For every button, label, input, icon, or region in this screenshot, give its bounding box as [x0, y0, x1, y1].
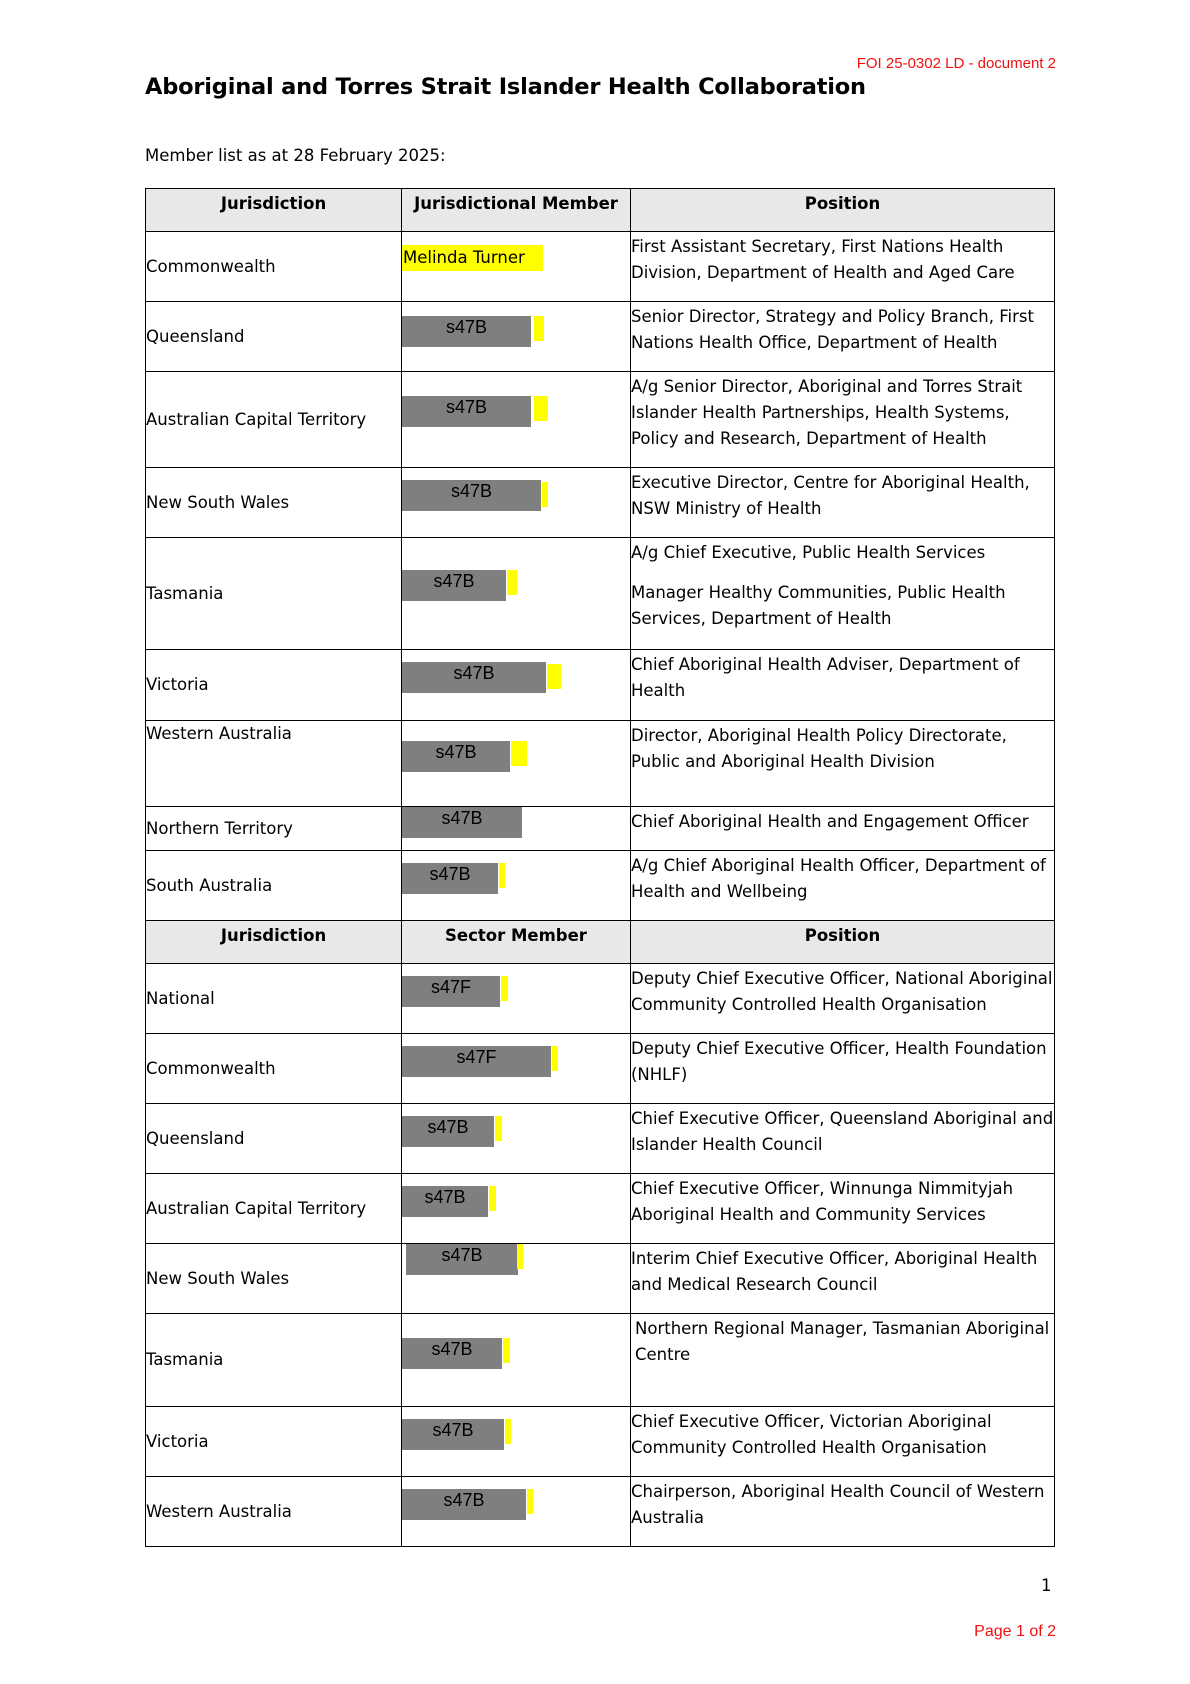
table-row — [146, 468, 1055, 538]
highlight-mark — [542, 482, 548, 507]
table-row — [146, 1407, 1055, 1477]
position-cell — [631, 302, 1055, 372]
jurisdiction-cell: Commonwealth — [146, 1034, 402, 1104]
position-line: Islander Health Council — [631, 1135, 823, 1154]
page-number: 1 — [1041, 1576, 1052, 1595]
jurisdiction-cell: New South Wales — [146, 468, 402, 538]
position-line: Northern Regional Manager, Tasmanian Aboriginal — [635, 1319, 1050, 1338]
redaction-box: s47B — [402, 807, 522, 838]
line-gap — [631, 566, 1054, 580]
jurisdiction-cell: Victoria — [146, 650, 402, 721]
highlight-mark — [527, 1489, 533, 1514]
table-row — [146, 1244, 1055, 1314]
foi-document-reference: FOI 25-0302 LD - document 2 — [856, 55, 1056, 72]
highlight-mark — [534, 316, 544, 341]
header-position: Position — [631, 189, 1055, 232]
position-line: Senior Director, Strategy and Policy Branch, First — [631, 307, 1034, 326]
table-row — [146, 1314, 1055, 1407]
position-line: Chief Executive Officer, Victorian Aboriginal — [631, 1412, 992, 1431]
jurisdiction-cell: Tasmania — [146, 538, 402, 650]
position-line: Deputy Chief Executive Officer, Health Foundation — [631, 1039, 1047, 1058]
member-cell — [402, 807, 631, 851]
jurisdiction-cell: Western Australia — [146, 1477, 402, 1547]
position-line: Health and Wellbeing — [631, 882, 808, 901]
position-cell — [631, 1104, 1055, 1174]
member-table — [145, 188, 1055, 1547]
position-line: Chief Executive Officer, Winnunga Nimmityjah — [631, 1179, 1014, 1198]
table-row — [146, 721, 1055, 807]
jurisdiction-cell: Australian Capital Territory — [146, 372, 402, 468]
jurisdiction-cell: Australian Capital Territory — [146, 1174, 402, 1244]
table-row — [146, 807, 1055, 851]
highlight-mark — [507, 570, 517, 595]
jurisdiction-cell: Victoria — [146, 1407, 402, 1477]
position-cell — [631, 1314, 1055, 1407]
redaction-box: s47B — [406, 1244, 518, 1275]
jurisdiction-cell: Commonwealth — [146, 232, 402, 302]
member-cell — [402, 468, 631, 538]
member-cell — [402, 1477, 631, 1547]
position-line: Community Controlled Health Organisation — [631, 995, 987, 1014]
position-cell — [631, 851, 1055, 921]
table-row — [146, 1034, 1055, 1104]
position-line: Public and Aboriginal Health Division — [631, 752, 935, 771]
table-header-row — [146, 189, 1055, 232]
member-list-date: Member list as at 28 February 2025: — [145, 146, 446, 165]
position-line: First Assistant Secretary, First Nations Health — [631, 237, 1004, 256]
highlight-mark — [503, 1338, 510, 1363]
member-cell — [402, 851, 631, 921]
highlight-mark — [517, 1244, 523, 1269]
position-line: Islander Health Partnerships, Health Systems, — [631, 403, 1010, 422]
position-cell — [631, 232, 1055, 302]
highlight-mark — [511, 741, 527, 766]
position-cell — [631, 807, 1055, 851]
member-cell — [402, 1407, 631, 1477]
highlight-mark — [501, 976, 508, 1001]
redaction-box: s47F — [402, 976, 500, 1007]
position-line: Interim Chief Executive Officer, Aboriginal Health — [631, 1249, 1038, 1268]
position-line: (NHLF) — [631, 1065, 688, 1084]
position-line: Director, Aboriginal Health Policy Directorate, — [631, 726, 1007, 745]
position-cell — [631, 372, 1055, 468]
position-cell — [631, 1407, 1055, 1477]
jurisdiction-cell: Northern Territory — [146, 807, 402, 851]
redaction-box: s47B — [402, 396, 531, 427]
position-line: Health — [631, 681, 686, 700]
jurisdiction-cell: South Australia — [146, 851, 402, 921]
table-row — [146, 302, 1055, 372]
jurisdiction-cell: New South Wales — [146, 1244, 402, 1314]
header-jurisdiction: Jurisdiction — [146, 189, 402, 232]
position-line: Centre — [635, 1345, 691, 1364]
member-cell — [402, 302, 631, 372]
member-cell — [402, 721, 631, 807]
position-line: A/g Senior Director, Aboriginal and Torres Strait — [631, 377, 1023, 396]
table-row — [146, 1104, 1055, 1174]
table-row — [146, 1477, 1055, 1547]
highlight-mark — [505, 1419, 511, 1444]
member-cell — [402, 232, 631, 302]
highlight-mark — [534, 396, 548, 421]
table-row — [146, 851, 1055, 921]
position-line: and Medical Research Council — [631, 1275, 878, 1294]
page-count-stamp: Page 1 of 2 — [974, 1623, 1056, 1640]
position-line: Services, Department of Health — [631, 609, 892, 628]
member-cell — [402, 1104, 631, 1174]
table-row — [146, 538, 1055, 650]
redaction-box: s47B — [402, 316, 531, 347]
jurisdiction-cell: Western Australia — [146, 721, 402, 807]
redaction-box: s47B — [402, 1338, 502, 1369]
highlight-mark — [489, 1186, 496, 1211]
position-line: Australia — [631, 1508, 704, 1527]
header-sector-member: Sector Member — [402, 921, 631, 964]
table-header-row — [146, 921, 1055, 964]
position-cell — [631, 721, 1055, 807]
position-line: A/g Chief Executive, Public Health Services — [631, 543, 986, 562]
member-cell — [402, 1034, 631, 1104]
position-cell — [631, 538, 1055, 650]
redaction-box: s47B — [402, 570, 506, 601]
redaction-box: s47B — [402, 1116, 494, 1147]
member-cell — [402, 1174, 631, 1244]
highlight-mark — [499, 863, 505, 888]
header-position: Position — [631, 921, 1055, 964]
redaction-box: s47B — [402, 662, 546, 693]
position-line: Policy and Research, Department of Health — [631, 429, 987, 448]
position-cell — [631, 1477, 1055, 1547]
page-title: Aboriginal and Torres Strait Islander Health Collaboration — [145, 74, 866, 100]
position-cell — [631, 1244, 1055, 1314]
table-row — [146, 650, 1055, 721]
jurisdiction-cell: Tasmania — [146, 1314, 402, 1407]
redaction-box: s47F — [402, 1046, 551, 1077]
member-cell — [402, 372, 631, 468]
position-line: A/g Chief Aboriginal Health Officer, Department of — [631, 856, 1046, 875]
header-jurisdiction: Jurisdiction — [146, 921, 402, 964]
position-line: Division, Department of Health and Aged Care — [631, 263, 1015, 282]
position-line: Chief Executive Officer, Queensland Aboriginal and — [631, 1109, 1054, 1128]
redaction-box: s47B — [402, 863, 498, 894]
member-cell — [402, 1314, 631, 1407]
redaction-box: s47B — [402, 1489, 526, 1520]
position-line: Manager Healthy Communities, Public Health — [631, 583, 1006, 602]
header-jurisdictional-member: Jurisdictional Member — [402, 189, 631, 232]
position-line: Chairperson, Aboriginal Health Council of Western — [631, 1482, 1045, 1501]
highlight-mark — [547, 664, 561, 689]
member-cell — [402, 538, 631, 650]
table-row — [146, 372, 1055, 468]
jurisdiction-cell: Queensland — [146, 302, 402, 372]
position-cell — [631, 650, 1055, 721]
position-line: Deputy Chief Executive Officer, National Aboriginal — [631, 969, 1053, 988]
table-row — [146, 964, 1055, 1034]
position-line: Chief Aboriginal Health Adviser, Department of — [631, 655, 1020, 674]
position-line: Nations Health Office, Department of Health — [631, 333, 998, 352]
position-cell — [631, 468, 1055, 538]
position-line: Executive Director, Centre for Aboriginal Health, — [631, 473, 1030, 492]
position-line: Community Controlled Health Organisation — [631, 1438, 987, 1457]
position-line: NSW Ministry of Health — [631, 499, 822, 518]
position-cell — [631, 1034, 1055, 1104]
highlight-mark — [495, 1116, 502, 1141]
jurisdiction-cell: Queensland — [146, 1104, 402, 1174]
member-cell — [402, 1244, 631, 1314]
member-name: Melinda Turner — [402, 245, 543, 271]
redaction-box: s47B — [402, 741, 510, 772]
position-line: Aboriginal Health and Community Services — [631, 1205, 986, 1224]
jurisdiction-cell: National — [146, 964, 402, 1034]
position-cell — [631, 1174, 1055, 1244]
position-line: Chief Aboriginal Health and Engagement Officer — [631, 812, 1029, 831]
table-row — [146, 232, 1055, 302]
table-row — [146, 1174, 1055, 1244]
position-cell — [631, 964, 1055, 1034]
redaction-box: s47B — [402, 1419, 504, 1450]
redaction-box: s47B — [402, 1186, 488, 1217]
highlight-mark — [552, 1046, 558, 1071]
redaction-box: s47B — [402, 480, 541, 511]
member-cell — [402, 650, 631, 721]
member-cell — [402, 964, 631, 1034]
